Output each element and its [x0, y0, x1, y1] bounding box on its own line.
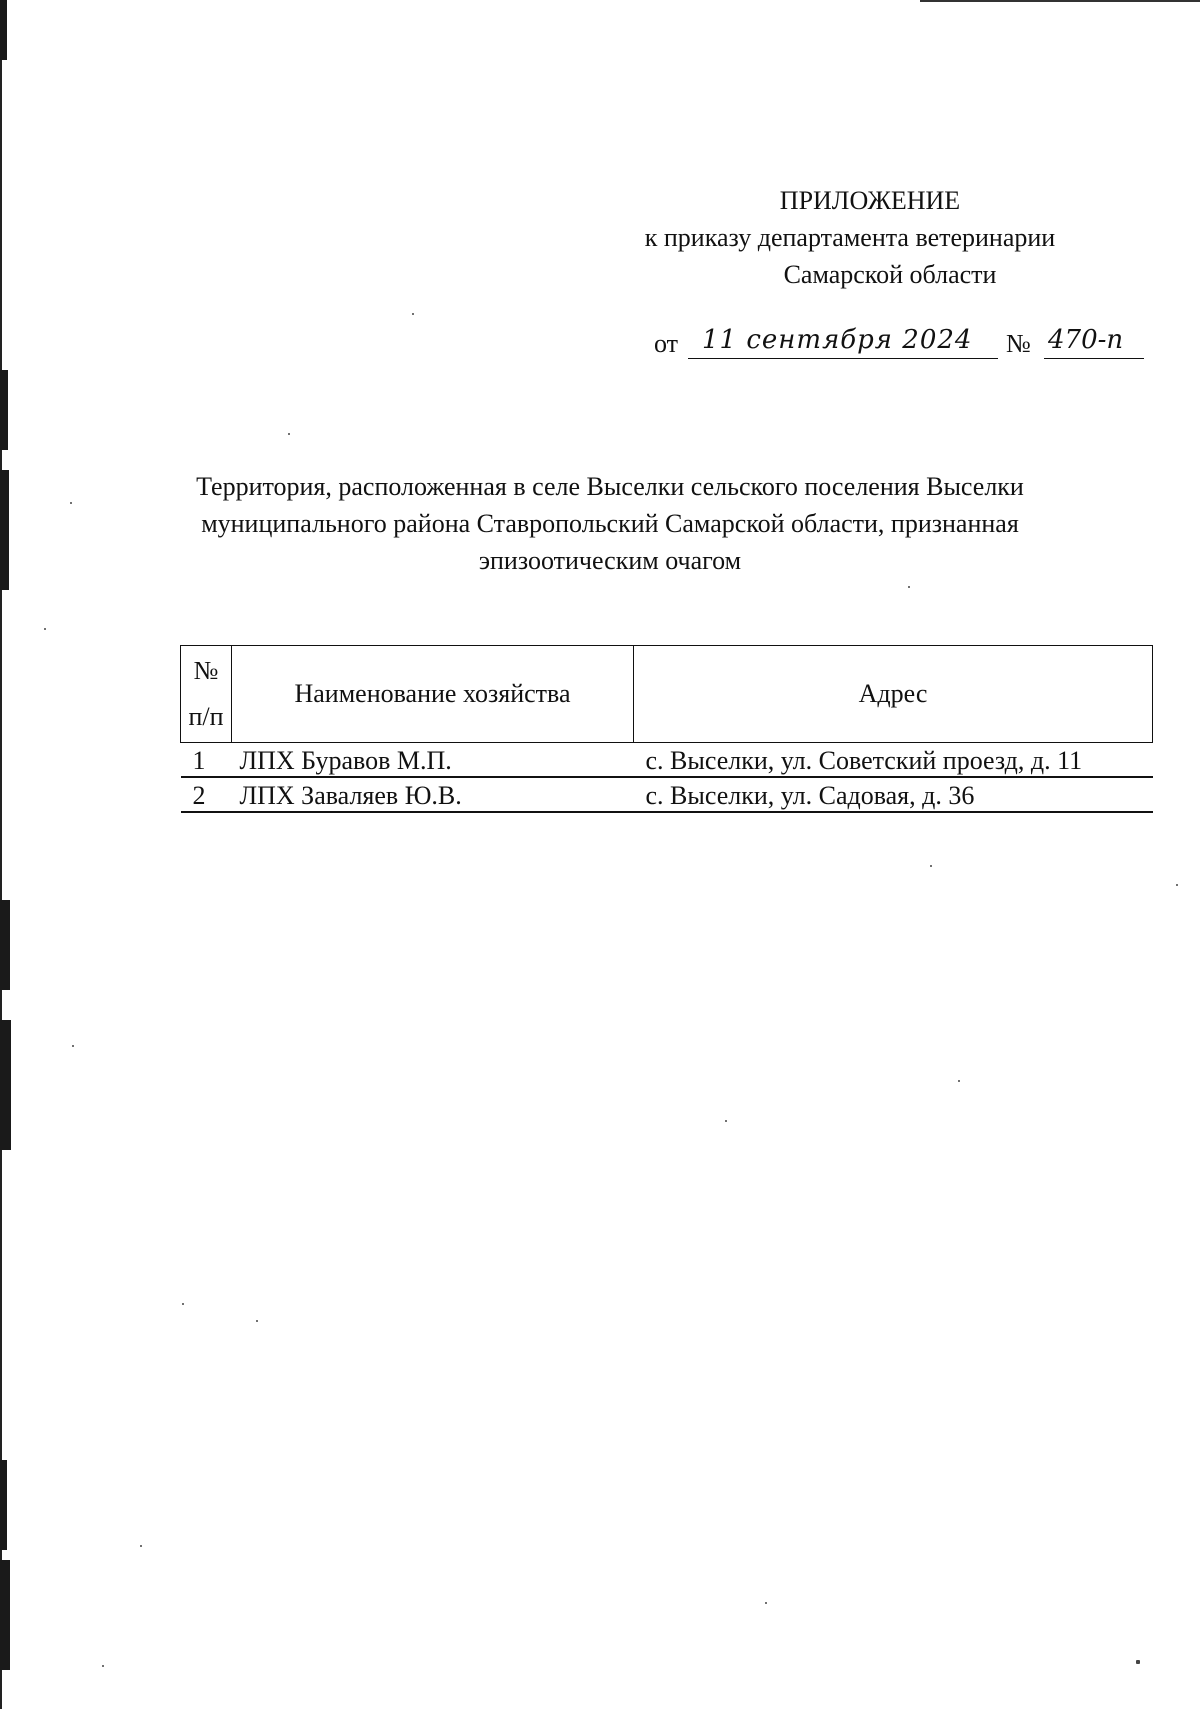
holding-address: с. Выселки, ул. Советский проезд, д. 11	[634, 743, 1153, 778]
scan-speck	[102, 1665, 104, 1667]
scan-edge	[0, 900, 10, 990]
scan-speck	[72, 1045, 74, 1047]
header-number-top: №	[193, 656, 219, 685]
scan-speck	[765, 1602, 767, 1604]
scan-edge	[0, 0, 2, 1709]
scan-edge	[0, 470, 9, 590]
scan-speck	[1136, 1660, 1140, 1664]
scan-edge	[920, 0, 1200, 2]
scan-edge	[0, 1020, 11, 1150]
scan-edge	[0, 370, 8, 450]
row-number: 2	[181, 777, 232, 812]
scan-edge	[0, 1460, 7, 1550]
holding-name: ЛПХ Заваляев Ю.В.	[232, 777, 634, 812]
number-sign-label: №	[1006, 329, 1031, 358]
scan-speck	[44, 628, 46, 630]
scan-speck	[140, 1545, 142, 1547]
holdings-table	[180, 645, 1153, 813]
header-number-bottom: п/п	[188, 702, 224, 731]
scan-speck	[958, 1080, 960, 1082]
header-name: Наименование хозяйства	[232, 646, 634, 743]
scan-speck	[908, 586, 910, 588]
handwritten-date: 11 сентября 2024	[688, 325, 998, 359]
document-title	[150, 468, 1070, 579]
header-number	[181, 646, 232, 743]
title-line: муниципального района Ставропольский Самарской области, признанная	[201, 509, 1019, 538]
order-reference	[654, 325, 1144, 365]
title-line: эпизоотическим очагом	[478, 546, 742, 575]
appendix-reference: к приказу департамента ветеринарии	[644, 223, 1056, 252]
holding-name: ЛПХ Буравов М.П.	[232, 743, 634, 778]
appendix-title: ПРИЛОЖЕНИЕ	[779, 186, 961, 215]
table-row	[181, 777, 1153, 812]
holding-address: с. Выселки, ул. Садовая, д. 36	[634, 777, 1153, 812]
scan-speck	[70, 502, 72, 504]
title-line: Территория, расположенная в селе Выселки сельского поселения Выселки	[196, 472, 1024, 501]
date-prefix-label: от	[654, 329, 679, 358]
scan-edge	[0, 1560, 10, 1670]
header-address: Адрес	[634, 646, 1153, 743]
scan-speck	[182, 1303, 184, 1305]
appendix-header	[560, 182, 1140, 293]
scan-speck	[1176, 884, 1178, 886]
row-number: 1	[181, 743, 232, 778]
scan-speck	[288, 433, 290, 435]
scan-speck	[412, 313, 414, 315]
table-row	[181, 743, 1153, 778]
scan-edge	[0, 0, 7, 60]
scan-speck	[930, 865, 932, 867]
scan-speck	[725, 1120, 727, 1122]
table-header-row	[181, 646, 1153, 743]
handwritten-order-number: 470-п	[1044, 325, 1144, 359]
appendix-region: Самарской области	[783, 260, 997, 289]
scan-speck	[256, 1320, 258, 1322]
